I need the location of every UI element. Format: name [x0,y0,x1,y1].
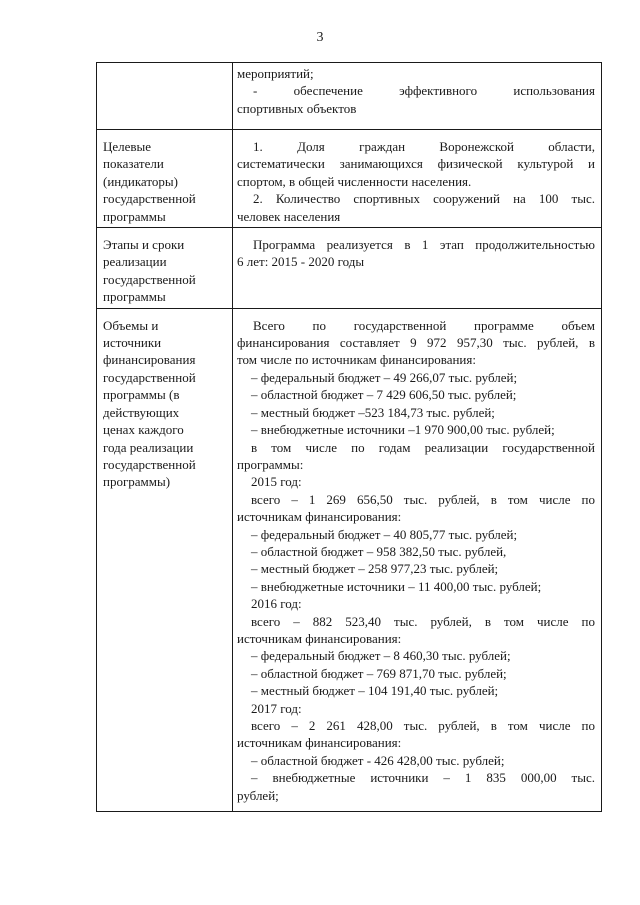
row-content-target-indicators [233,130,602,228]
content-line: – местный бюджет – 104 191,40 тыс. рублей; [251,683,499,699]
label-line: Объемы и [103,317,159,333]
content-line: систематически занимающихся физической культурой и [237,156,595,172]
content-line: – областной бюджет - 426 428,00 тыс. рублей; [251,752,505,768]
label-line: (индикаторы) [103,173,178,189]
content-line: – областной бюджет – 958 382,50 тыс. рублей, [251,543,507,559]
content-line: спортом, в общей численности населения. [237,173,472,189]
content-line: в том числе по годам реализации государственной [251,439,595,455]
label-line: государственной [103,369,196,385]
content-line: финансирования составляет 9 972 957,30 тыс. рублей, в [237,335,595,351]
content-line: человек населения [237,208,341,224]
label-line: программы [103,289,166,305]
content-line: – внебюджетные источники – 1 835 000,00 тыс. [251,770,595,786]
content-line: – местный бюджет –523 184,73 тыс. рублей; [251,404,495,420]
page-number: 3 [316,30,324,45]
content-line: 2017 год: [251,700,302,716]
content-line: всего – 882 523,40 тыс. рублей, в том числе по [251,613,595,629]
label-line: реализации [103,254,167,270]
label-line: финансирования [103,352,196,368]
content-line: – внебюджетные источники –1 970 900,00 тыс. рублей; [251,422,555,438]
label-line: Целевые [103,139,152,154]
content-line: 2. Количество спортивных сооружений на 100 тыс. [253,191,595,207]
program-passport-table [96,62,602,812]
table-row-financing [97,308,602,811]
content-line: источникам финансирования: [237,735,402,751]
label-line: источники [103,335,162,351]
content-line: – федеральный бюджет – 40 805,77 тыс. рублей; [251,526,518,542]
content-line: – федеральный бюджет – 8 460,30 тыс. рублей; [251,648,511,664]
label-line: действующих [103,404,180,420]
content-line: 1. Доля граждан Воронежской области, [253,139,595,154]
content-line: 2016 год: [251,596,302,612]
content-line: мероприятий; [237,66,314,81]
content-line: Всего по государственной программе объем [253,317,595,333]
content-line: всего – 2 261 428,00 тыс. рублей, в том числе по [251,718,595,733]
label-line: показатели [103,156,164,172]
content-line: источникам финансирования: [237,509,402,525]
content-line: 2015 год: [251,474,302,490]
content-line: всего – 1 269 656,50 тыс. рублей, в том числе по [251,491,595,507]
label-line: ценах каждого [103,422,184,438]
content-line: – внебюджетные источники – 11 400,00 тыс. рублей; [251,578,542,594]
row-content-continuation [233,63,602,130]
content-line: спортивных объектов [237,100,357,116]
label-line: программы (в [103,387,180,403]
content-line: том числе по источникам финансирования: [237,352,476,368]
content-line: Программа реализуется в 1 этап продолжительностью [253,237,595,253]
row-content-financing [233,308,602,811]
content-line: 6 лет: 2015 - 2020 годы [237,254,365,270]
content-line: – федеральный бюджет – 49 266,07 тыс. рублей; [251,369,518,385]
label-line: государственной [103,191,196,207]
row-label-target-indicators [97,130,233,228]
content-line: рублей; [237,787,279,803]
content-line: – областной бюджет – 769 871,70 тыс. рублей; [251,665,507,681]
row-label-financing [97,308,233,811]
label-line: года реализации [103,439,194,455]
label-line: Этапы и сроки [103,237,185,253]
content-line: – областной бюджет – 7 429 606,50 тыс. рублей; [251,387,517,403]
row-label-stages-terms [97,228,233,309]
content-line: источникам финансирования: [237,630,402,646]
table-row-target-indicators [97,130,602,228]
content-line: программы: [237,456,304,472]
content-line: - обеспечение эффективного использования [253,83,595,99]
table-row-continuation [97,63,602,130]
label-line: программы [103,208,166,224]
label-line: программы) [103,474,171,490]
content-line: – местный бюджет – 258 977,23 тыс. рублей; [251,561,499,577]
row-content-stages-terms [233,228,602,309]
table-row-stages-terms [97,228,602,309]
label-line: государственной [103,271,196,287]
label-line: государственной [103,456,196,472]
row-label-empty [97,63,233,130]
